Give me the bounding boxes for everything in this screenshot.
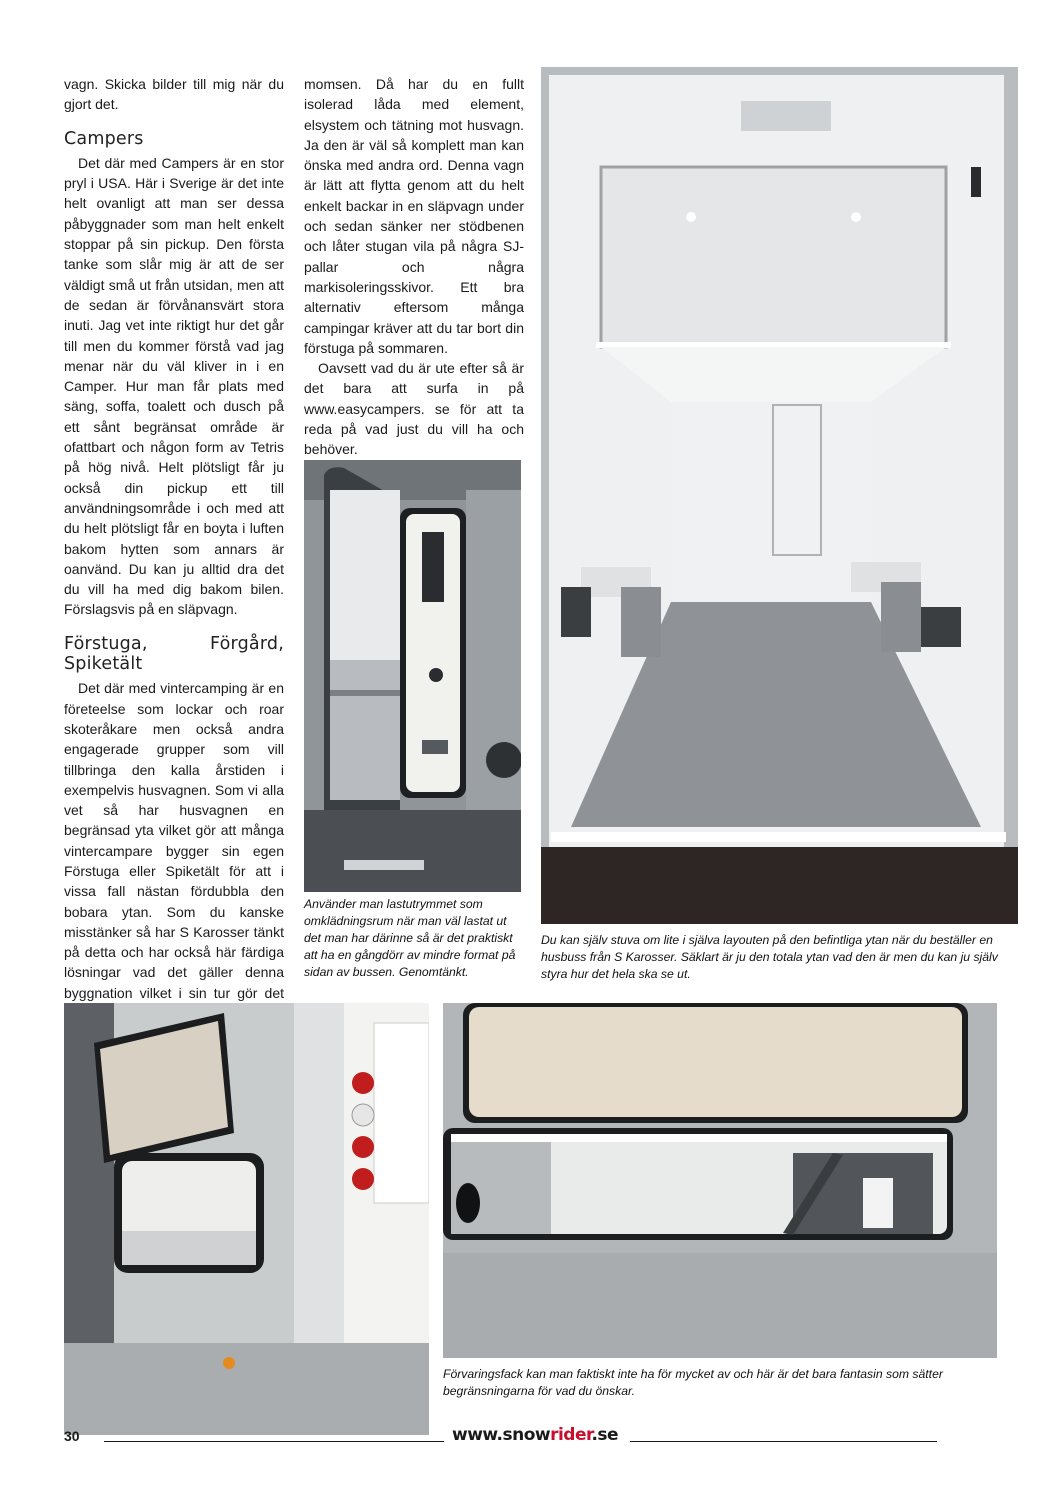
site-logo: [452, 1425, 618, 1445]
site-logo-part-a: www.snow: [452, 1425, 551, 1445]
paragraph-forstuga: Det där med vintercamping är en företeelse som lockar och roar skoteråkare men också andra engagerade grupper som vill tillbringa den kalla årstiden i exempelvis husvagnen. Som vi alla vet så har husvagnen en begränsad yta vilket gör att många vintercampare bygger sin egen Förstuga eller Spiketält för att i vissa fall nästan fördubbla den bobara ytan. Som du kanske misstänker så har S Karosser tänkt på detta och har också här färdiga lösningar vad det gäller denna byggnation vilket i sin tur gör det: [64, 680, 284, 1001]
paragraph-momsen: momsen. Då har du en fullt isolerad låda med element, elsystem och tätning mot husvagn. Ja den är väl så komplett man kan önska med andra ord. Denna vagn är lätt att flytta genom att du helt enkelt backar in en släpvagn under och sedan sänker ner stödbenen och låter stugan vila på några SJ-pallar och några markisoleringsskivor. Ett bra alternativ eftersom många campingar kräver att du tar bort din förstuga på sommaren.: [304, 76, 524, 356]
site-logo-part-c: .se: [591, 1425, 619, 1445]
paragraph-intro: vagn. Skicka bilder till mig när du gjort det.: [64, 76, 284, 113]
site-logo-part-b: rider: [550, 1425, 592, 1445]
column-2: [304, 74, 524, 460]
side-door-illustration: [304, 460, 521, 892]
caption-storage: Förvaringsfack kan man faktiskt inte ha för mycket av och här är det bara fantasin som sätter begränsningarna för vad du önskar.: [443, 1367, 943, 1398]
footer-rule-right: [630, 1441, 937, 1442]
paragraph-campers: Det där med Campers är en stor pryl i USA. Här i Sverige är det inte helt ovanligt att man ser dessa påbyggnader som man helt enkelt stoppar på sin pickup. Den första tanke som slår mig är att de ser väldigt små ut från utsidan, men att de sedan är förvånansvärt stora inuti. Jag vet inte riktigt hur det går till men du kommer förstå vad jag menar när du väl kliver in i en Camper. Hur man får plats med säng, soffa, toalett och dusch på ett sånt begränsat område är ofattbart och någon form av Tetris på hög nivå. Helt plötsligt får ju också din pickup ett till användningsområde i och med att du helt plötsligt får en boyta i luften bakom hytten som annars är oanvänd. Du kan ju alltid dra det du vill ha med dig bakom bilen. Förslagsvis på en släpvagn.: [64, 154, 284, 618]
column-1: [64, 74, 284, 1105]
storage-illustration: [443, 1003, 997, 1358]
hatch-illustration: [64, 1003, 429, 1435]
caption-interior: Du kan själv stuva om lite i själva layouten på den befintliga ytan när du beställer en husbuss från S Karosser. Säklart är ju den totala ytan vad den är men du kan ju själv styra hur det hela ska se ut.: [541, 933, 998, 981]
footer-rule-left: [104, 1441, 444, 1442]
heading-campers: Campers: [64, 128, 144, 149]
photo-side-door: [304, 460, 521, 892]
photo-interior: [541, 67, 1018, 924]
paragraph-easycampers: Oavsett vad du är ute efter så är det bara att surfa in på www.easycampers. se för att ta reda på vad just du vill ha och behöver.: [304, 360, 524, 458]
interior-illustration: [541, 67, 1018, 924]
page-number: 30: [64, 1428, 80, 1444]
photo-hatch: [64, 1003, 429, 1435]
photo-storage: [443, 1003, 997, 1358]
heading-forstuga: Förstuga, Förgård, Spiketält: [64, 633, 284, 675]
caption-door: Använder man lastutrymmet som omklädningsrum när man väl lastat ut det man har därinne så är det praktiskt att ha en gångdörr av mindre format på sidan av bussen. Genomtänkt.: [304, 897, 516, 979]
